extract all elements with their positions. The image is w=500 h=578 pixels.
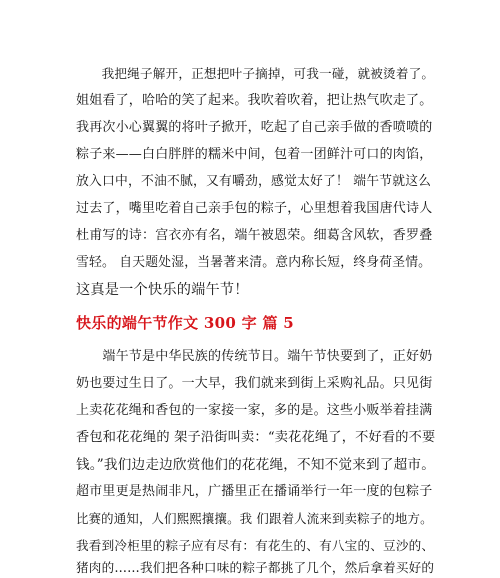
- paragraph-1-line-1: 我把绳子解开，正想把叶子摘掉，可我一碰，就被烫着了。: [76, 66, 435, 81]
- paragraph-1-line-7: 杜甫写的诗：宫衣亦有名，端午被恩荣。细葛含风软，香罗叠: [76, 228, 433, 243]
- paragraph-2-line-8: 我看到冷柜里的粽子应有尽有：有花生的、有八宝的、豆沙的、: [76, 538, 435, 553]
- paragraph-2-line-7: 比赛的通知，人们熙熙攘攘。我 们跟着人流来到卖粽子的地方。: [76, 511, 433, 526]
- paragraph-2-line-2: 奶也要过生日了。一大早，我们就来到街上采购礼品。只见街: [76, 376, 433, 391]
- paragraph-1-line-6: 过去了，嘴里吃着自己亲手包的粽子，心里想着我国唐代诗人: [76, 201, 433, 216]
- paragraph-1-line-9: 这真是一个快乐的端午节！: [76, 282, 249, 298]
- paragraph-2-line-6: 超市里更是热闹非凡，广播里正在播诵举行一年一度的包粽子: [76, 484, 433, 499]
- paragraph-1-line-4: 粽子来——白白胖胖的糯米中间，包着一团鲜汁可口的肉馅，: [76, 147, 433, 162]
- paragraph-1-line-5: 放入口中，不油不腻，又有嚼劲，感觉太好了！ 端午节就这么: [76, 174, 432, 189]
- paragraph-2-line-1: 端午节是中华民族的传统节日。端午节快要到了，正好奶: [76, 349, 433, 364]
- paragraph-2-line-3: 上卖花花绳和香包的一家接一家，多的是。这些小贩举着挂满: [76, 403, 433, 418]
- paragraph-1-line-8: 雪轻。 自天题处湿，当暑著来清。意内称长短，终身荷圣情。: [76, 255, 432, 270]
- paragraph-1-line-3: 我再次小心翼翼的将叶子掀开，吃起了自己亲手做的香喷喷的: [76, 120, 433, 135]
- paragraph-2-line-9: 猪肉的……我们把各种口味的粽子都挑了几个，然后拿着买好的: [76, 560, 435, 575]
- paragraph-2-line-4: 香包和花花绳的 架子沿街叫卖：“卖花花绳了，不好看的不要: [76, 430, 436, 445]
- paragraph-1-line-2: 姐姐看了，哈哈的笑了起来。我吹着吹着，把让热气吹走了。: [76, 93, 433, 108]
- paragraph-2-line-5: 钱。”我们边走边欣赏他们的花花绳，不知不觉来到了超市。: [76, 457, 435, 473]
- section-heading: 快乐的端午节作文 300 字 篇 5: [76, 314, 295, 332]
